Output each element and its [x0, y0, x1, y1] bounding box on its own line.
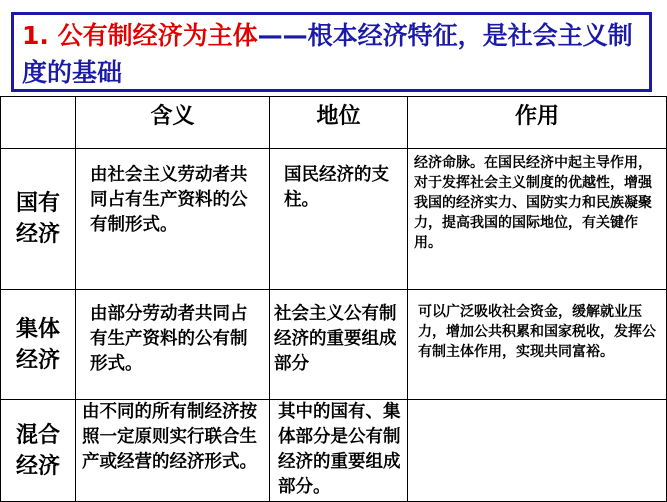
cell-status: 其中的国有、集体部分是公有制经济的重要组成部分。	[270, 400, 408, 502]
title-subtitle: ——根本经济特征，是社会主义制度的基础	[22, 21, 633, 87]
cell-status: 社会主义公有制经济的重要组成部分	[270, 290, 408, 400]
table-row	[1, 290, 667, 400]
header-meaning: 含义	[76, 97, 270, 149]
row-label-text: 集体经济	[16, 316, 61, 373]
cell-role: 经济命脉。在国民经济中起主导作用，对于发挥社会主义制度的优越性，增强我国的经济实力、国防实力和民族凝聚力，提高我国的国际地位，有关键作用。	[408, 149, 667, 290]
header-row	[1, 97, 667, 149]
cell-role	[408, 400, 667, 502]
row-label-state-economy	[1, 149, 76, 290]
row-label-text: 混合经济	[16, 422, 61, 479]
table-row	[1, 400, 667, 502]
header-role: 作用	[408, 97, 667, 149]
table-row	[1, 149, 667, 290]
cell-meaning: 由不同的所有制经济按照一定原则实行联合生产或经营的经济形式。	[76, 400, 270, 502]
economy-table	[0, 96, 667, 502]
header-blank	[1, 97, 76, 149]
slide-title	[11, 12, 652, 92]
title-main: 1. 公有制经济为主体	[22, 21, 258, 50]
row-label-collective-economy	[1, 290, 76, 400]
cell-status: 国民经济的支柱。	[270, 149, 408, 290]
cell-role: 可以广泛吸收社会资金，缓解就业压力，增加公共积累和国家税收，发挥公有制主体作用，实现共同富裕。	[408, 290, 667, 400]
cell-meaning: 由社会主义劳动者共同占有生产资料的公有制形式。	[76, 149, 270, 290]
row-label-mixed-economy	[1, 400, 76, 502]
header-status: 地位	[270, 97, 408, 149]
row-label-text: 国有经济	[16, 191, 61, 247]
cell-meaning: 由部分劳动者共同占有生产资料的公有制形式。	[76, 290, 270, 400]
